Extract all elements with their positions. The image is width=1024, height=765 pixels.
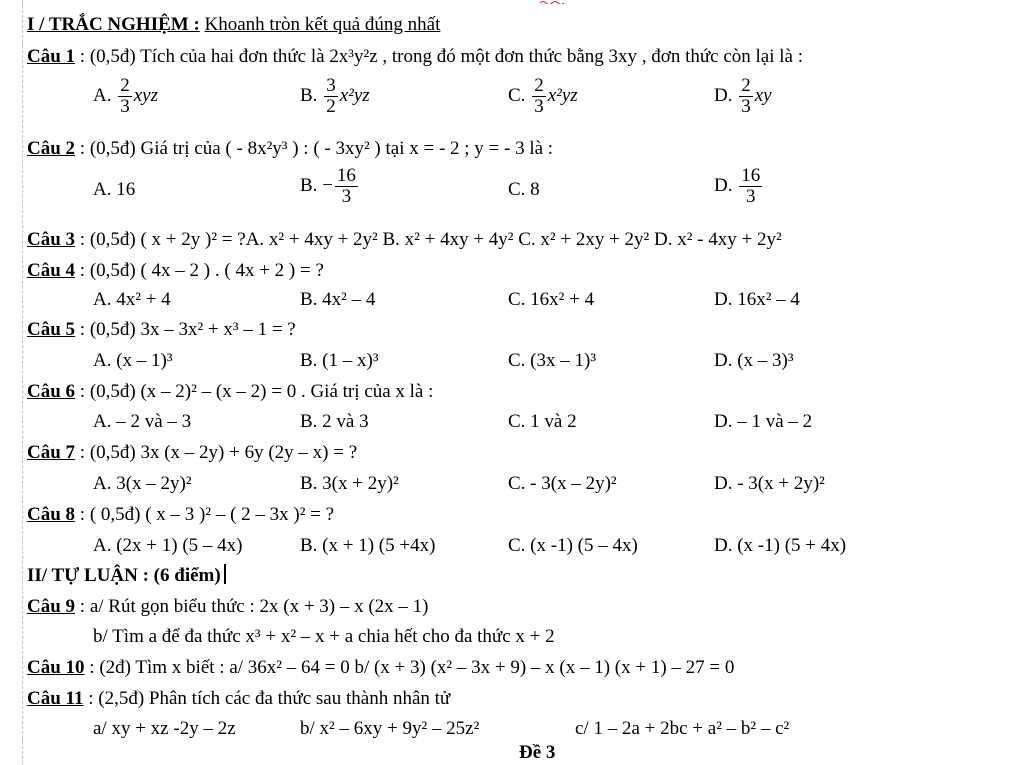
q8-option-d[interactable]: D. (x -1) (5 + 4x)	[714, 535, 847, 556]
fraction: $\frac{2}{3}$	[534, 75, 544, 117]
question-5	[27, 318, 296, 342]
question-10	[27, 656, 734, 680]
q8-option-b[interactable]: B. (x + 1) (5 +4x)	[300, 535, 436, 556]
question-label: Câu 4	[27, 260, 76, 281]
q2-option-a[interactable]: A. 16	[93, 179, 136, 200]
q7-option-d[interactable]: D. - 3(x + 2y)²	[714, 473, 825, 494]
section2-heading: II/ TỰ LUẬN : (6 điểm)	[27, 565, 221, 586]
question-9	[27, 595, 429, 619]
q8-option-a[interactable]: A. (2x + 1) (5 – 4x)	[93, 535, 243, 556]
q1-option-b[interactable]	[300, 76, 370, 117]
q5-option-d[interactable]: D. (x – 3)³	[714, 350, 794, 371]
question-label: Câu 3	[27, 229, 76, 250]
question-label: Câu 1	[27, 46, 76, 67]
option-expression: x²yz	[339, 84, 370, 106]
q7-option-c[interactable]: C. - 3(x – 2y)²	[508, 473, 617, 494]
section2-header	[27, 564, 226, 588]
option-letter: A.	[93, 84, 112, 106]
q7-option-b[interactable]: B. 3(x + 2y)²	[300, 473, 399, 494]
section1-instruction: Khoanh tròn kết quả đúng nhất	[204, 14, 441, 35]
question-label: Câu 11	[27, 688, 84, 709]
question-3	[27, 228, 782, 252]
q6-option-c[interactable]: C. 1 và 2	[508, 411, 577, 432]
question-6	[27, 380, 433, 404]
q6-option-b[interactable]: B. 2 và 3	[300, 411, 369, 432]
option-letter: B.	[300, 174, 318, 196]
question-4	[27, 259, 324, 283]
question-label: Câu 7	[27, 442, 76, 463]
q2-option-c[interactable]: C. 8	[508, 179, 540, 200]
option-expression: xyz	[133, 84, 158, 106]
q4-option-b[interactable]: B. 4x² – 4	[300, 289, 376, 310]
question-text: : (0,5đ) 3x – 3x² + x³ – 1 = ?	[79, 319, 296, 340]
q5-option-b[interactable]: B. (1 – x)³	[300, 350, 379, 371]
fraction: $\frac{2}{3}$	[120, 75, 130, 117]
q2-option-b[interactable]	[300, 166, 360, 207]
q4-option-a[interactable]: A. 4x² + 4	[93, 289, 171, 310]
q1-option-a[interactable]	[93, 76, 158, 117]
fraction: $\frac{3}{2}$	[326, 75, 336, 117]
squiggle-decoration	[540, 0, 564, 4]
q6-option-a[interactable]: A. – 2 và – 3	[93, 411, 192, 432]
option-expression: x²yz	[547, 84, 578, 106]
q7-option-a[interactable]: A. 3(x – 2y)²	[93, 473, 192, 494]
section1-header	[27, 13, 440, 37]
question-text: : a/ Rút gọn biểu thức : 2x (x + 3) – x (2x – 1)	[79, 596, 429, 617]
q9-part-b: b/ Tìm a để đa thức x³ + x² – x + a chia hết cho đa thức x + 2	[93, 626, 555, 647]
question-text: : (0,5đ) (x – 2)² – (x – 2) = 0 . Giá trị của x là :	[79, 381, 434, 402]
fraction: $\frac{2}{3}$	[741, 75, 751, 117]
q6-option-d[interactable]: D. – 1 và – 2	[714, 411, 813, 432]
question-8	[27, 503, 334, 527]
option-letter: C.	[508, 84, 526, 106]
q4-option-c[interactable]: C. 16x² + 4	[508, 289, 595, 310]
question-text: : (0,5đ) Tích của hai đơn thức là 2x³y²z , trong đó một đơn thức bằng 3xy , đơn thức còn lại là :	[79, 46, 804, 67]
question-label: Câu 10	[27, 657, 85, 678]
q2-option-d[interactable]	[714, 166, 764, 207]
q8-option-c[interactable]: C. (x -1) (5 – 4x)	[508, 535, 638, 556]
q11-part-c: c/ 1 – 2a + 2bc + a² – b² – c²	[575, 718, 790, 739]
question-1	[27, 45, 803, 69]
text-cursor	[224, 564, 226, 584]
q1-option-c[interactable]	[508, 76, 578, 117]
page-margin-guide	[22, 0, 23, 764]
q4-option-d[interactable]: D. 16x² – 4	[714, 289, 800, 310]
question-text: : (2,5đ) Phân tích các đa thức sau thành nhân tử	[88, 688, 451, 709]
q1-option-d[interactable]	[714, 76, 772, 117]
section1-heading: I / TRẮC NGHIỆM :	[27, 14, 200, 35]
option-sign: −	[322, 174, 333, 196]
fraction: $\frac{16}{3}$	[741, 165, 761, 207]
question-text: : ( 0,5đ) ( x – 3 )² – ( 2 – 3x )² = ?	[79, 504, 335, 525]
question-label: Câu 8	[27, 504, 76, 525]
option-letter: B.	[300, 84, 318, 106]
question-text: : (0,5đ) Giá trị của ( - 8x²y³ ) : ( - 3xy² ) tại x = - 2 ; y = - 3 là :	[79, 138, 554, 159]
option-expression: xy	[754, 84, 772, 106]
question-label: Câu 9	[27, 596, 76, 617]
question-7	[27, 441, 357, 465]
q5-option-a[interactable]: A. (x – 1)³	[93, 350, 173, 371]
option-letter: D.	[714, 174, 733, 196]
question-label: Câu 6	[27, 381, 76, 402]
q11-part-a: a/ xy + xz -2y – 2z	[93, 718, 236, 739]
fraction: $\frac{16}{3}$	[336, 165, 356, 207]
exam-version-title: Đề 3	[519, 742, 556, 763]
question-text: : (0,5đ) ( x + 2y )² = ?A. x² + 4xy + 2y² B. x² + 4xy + 4y² C. x² + 2xy + 2y² D. x² - 4xy + 2y²	[79, 229, 782, 250]
question-2	[27, 137, 553, 161]
question-text: : (2đ) Tìm x biết : a/ 36x² – 64 = 0 b/ (x + 3) (x² – 3x + 9) – x (x – 1) (x + 1) – 27 = 0	[89, 657, 735, 678]
question-text: : (0,5đ) ( 4x – 2 ) . ( 4x + 2 ) = ?	[79, 260, 324, 281]
question-11	[27, 687, 450, 711]
question-label: Câu 5	[27, 319, 76, 340]
q11-part-b: b/ x² – 6xy + 9y² – 25z²	[300, 718, 480, 739]
q5-option-c[interactable]: C. (3x – 1)³	[508, 350, 597, 371]
option-letter: D.	[714, 84, 733, 106]
question-label: Câu 2	[27, 138, 76, 159]
question-text: : (0,5đ) 3x (x – 2y) + 6y (2y – x) = ?	[79, 442, 358, 463]
